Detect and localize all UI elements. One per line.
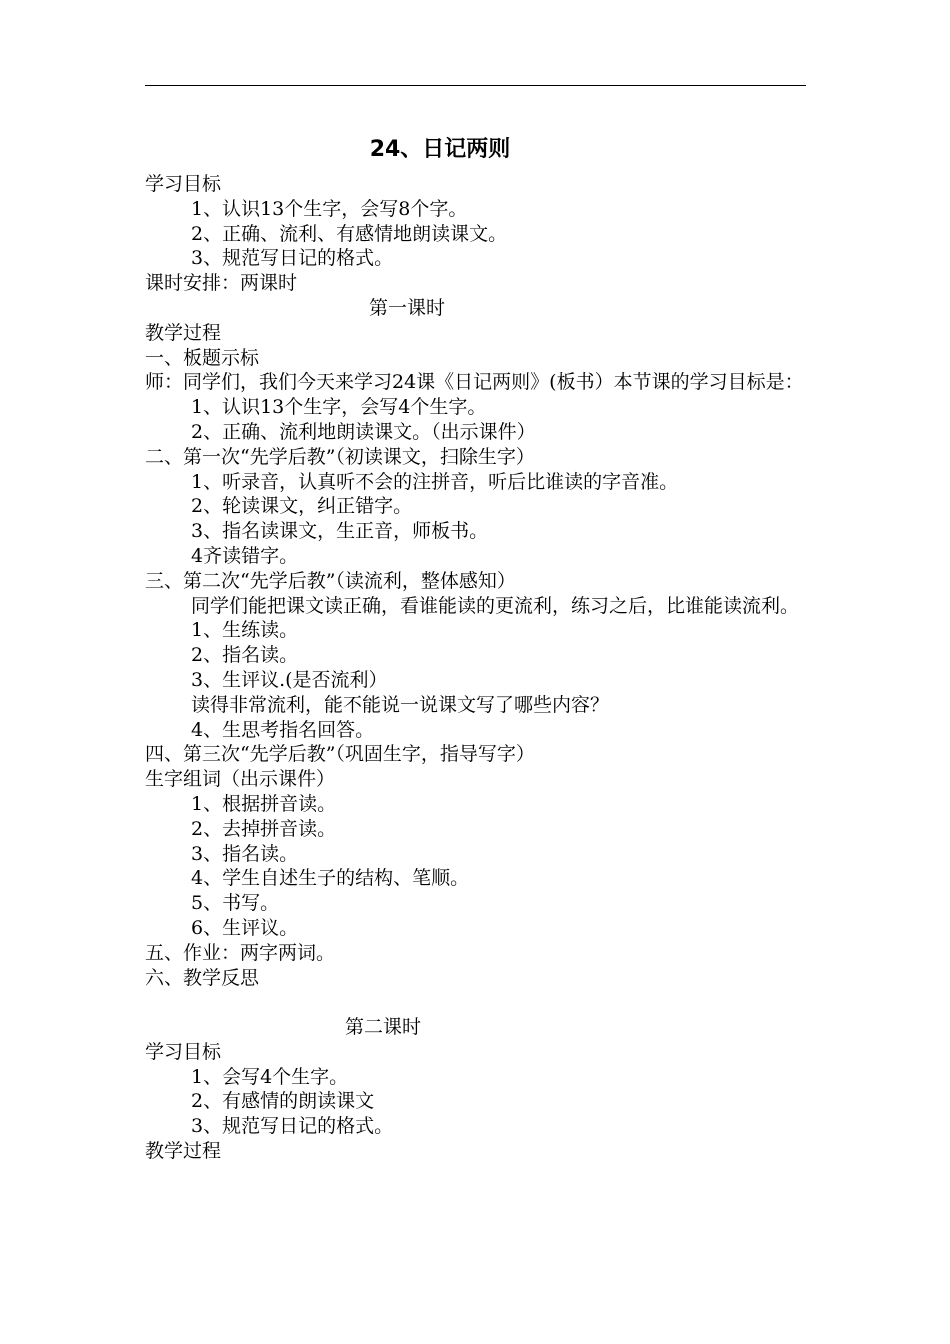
list-item: 2、轮读课文，纠正错字。 [191, 495, 413, 518]
goal-item: 3、规范写日记的格式。 [191, 247, 394, 270]
list-item: 1、认识13个生字，会写4个生字。 [191, 396, 487, 419]
process-heading: 教学过程 [145, 321, 222, 344]
paragraph: 同学们能把课文读正确，看谁能读的更流利，练习之后，比谁能读流利。 [191, 594, 800, 617]
list-item: 5、书写。 [191, 892, 280, 915]
section-heading: 一、板题示标 [145, 346, 260, 369]
list-item: 3、指名读。 [191, 842, 299, 865]
list-item: 4、生思考指名回答。 [191, 718, 375, 741]
goal-item: 2、正确、流利、有感情地朗读课文。 [191, 222, 508, 245]
goal-item: 2、有感情的朗读课文 [191, 1090, 375, 1113]
goal-item: 1、认识13个生字，会写8个字。 [191, 197, 468, 220]
goal-item: 3、规范写日记的格式。 [191, 1115, 394, 1138]
section-heading: 四、第三次“先学后教”（巩固生字，指导写字） [145, 743, 535, 766]
section-heading: 五、作业：两字两词。 [145, 941, 336, 964]
list-item: 读得非常流利，能不能说一说课文写了哪些内容？ [191, 693, 610, 716]
list-item: 4齐读错字。 [191, 544, 299, 567]
list-item: 4、学生自述生子的结构、笔顺。 [191, 867, 470, 890]
list-item: 3、生评议.(是否流利） [191, 668, 388, 691]
process-heading: 教学过程 [145, 1140, 222, 1163]
list-item: 1、听录音，认真听不会的注拼音，听后比谁读的字音准。 [191, 470, 679, 493]
list-item: 3、指名读课文，生正音，师板书。 [191, 520, 489, 543]
schedule-line: 课时安排：两课时 [145, 272, 298, 295]
list-item: 1、根据拼音读。 [191, 792, 337, 815]
list-item: 1、生练读。 [191, 619, 299, 642]
section-heading: 六、教学反思 [145, 966, 260, 989]
sub-heading: 生字组词（出示课件） [145, 768, 336, 791]
goals-heading: 学习目标 [145, 1040, 222, 1063]
goal-item: 1、会写4个生字。 [191, 1065, 349, 1088]
list-item: 2、正确、流利地朗读课文。（出示课件） [191, 420, 536, 443]
document-body [145, 172, 810, 1164]
list-item: 6、生评议。 [191, 916, 299, 939]
goals-heading: 学习目标 [145, 173, 222, 195]
period-heading: 第二课时 [345, 1016, 422, 1039]
blank-line [145, 990, 810, 1015]
section-heading: 二、第一次“先学后教”（初读课文，扫除生字） [145, 445, 535, 468]
list-item: 2、指名读。 [191, 644, 299, 667]
list-item: 2、去掉拼音读。 [191, 817, 337, 840]
section-heading: 三、第二次“先学后教”（读流利，整体感知） [145, 569, 516, 592]
paragraph: 师：同学们，我们今天来学习24课《日记两则》(板书）本节课的学习目标是： [145, 371, 804, 394]
page-title: 24、日记两则 [369, 137, 511, 162]
header-rule [145, 85, 806, 86]
period-heading: 第一课时 [369, 296, 446, 319]
